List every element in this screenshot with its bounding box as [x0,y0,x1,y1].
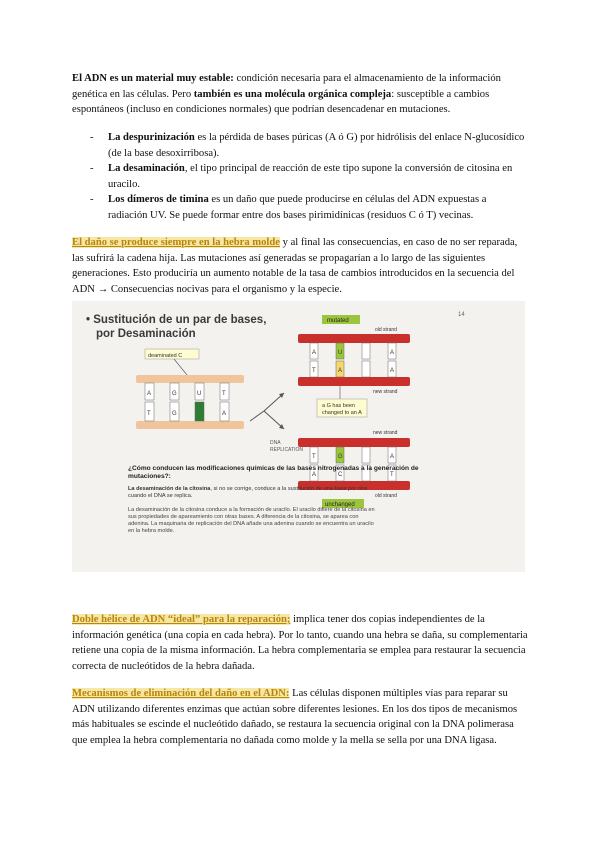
repair-mechanisms-paragraph [72,686,528,748]
replication-arrows [250,393,284,429]
figure-question-2: mutaciones?: [128,473,171,480]
figure-question-1: ¿Cómo conducen las modificaciones químicas de las bases nitrogenadas a la generación de [128,465,419,472]
rb-base-5: C [338,472,343,478]
list-item-title: Los dímeros de timina [108,194,209,206]
figure-page-number: 14 [458,312,465,318]
mutated-label: mutated [327,318,349,324]
figure-answer-1: La desaminación de la citosina, si no se corrige, conduce a la sustitución de una base por otra [128,486,368,492]
left-base-pairs [145,383,229,421]
list-item-title: La desaminación [108,163,185,175]
list-item-text: es la pérdida de bases púricas (A ó G) por hidrólisis del enlace N-glucosídico (de la base desoxirribosa). [108,132,525,159]
damage-highlight: El daño se produce siempre en la hebra molde [72,237,280,248]
repair-mechanisms-highlight: Mecanismos de eliminación del daño en el ADN: [72,688,290,699]
figure-answer-2d: en la hebra molde. [128,528,175,534]
rt-base-5: A [338,368,343,374]
left-base-1: A [147,391,152,397]
list-item-text: es un daño que puede producirse en células del ADN expuestas a radiación UV. Se puede formar entre dos bases pirimidínicas (residuos C ó T) vecinas. [108,194,487,221]
new-strand-top-label: new strand [373,389,398,395]
left-top-strand [136,375,244,383]
rb-base-3: A [390,454,395,460]
figure-answer-2c: adenina. La maquinaria de replicación del DNA añade una adenina cuando se encuentra un uracilo [128,521,374,527]
right-bottom-new-strand [298,438,410,447]
deaminated-pointer [174,359,187,375]
intro-paragraph [72,71,528,118]
rt-base-6: A [390,368,395,374]
intro-bold-1: El ADN es un material muy estable: [72,73,234,84]
figure-answer-1b: cuando el DNA se replica. [128,493,193,499]
left-base-3: U [197,391,202,397]
figure-answer-2b: sus propiedades de apareamiento con otras bases. A diferencia de la citosina, se aparea con [128,514,359,520]
old-strand-bottom-label: old strand [375,493,397,499]
list-item: - La despurinización es la pérdida de bases púricas (A ó G) por hidrólisis del enlace N-glucosídico (de la base desoxirribosa). [90,132,525,159]
left-base-4: T [222,391,226,397]
left-base-2: G [172,391,177,397]
dna-label: DNA [270,440,281,446]
rt-base-2: U [338,350,343,356]
rt-base-4: T [312,368,316,374]
damage-types-list [72,130,528,224]
right-top-old-strand [298,334,410,343]
figure-answer-2a: La desaminación de la citosina conduce a la formación de uracilo. El uracilo difiere de la citosina en [128,507,375,513]
rb-base-2: G [338,454,343,460]
deamination-diagram [72,301,525,572]
deamination-figure [72,301,525,572]
rb-base-4: A [312,472,317,478]
list-item: - La desaminación, el tipo principal de reacción de este tipo supone la conversión de citosina en uracilo. [90,163,513,190]
list-item-text: , el tipo principal de reacción de este tipo supone la conversión de citosina en uracilo. [108,163,513,190]
left-base-6: G [172,411,177,417]
changed-label-2: changed to an A [322,410,362,416]
replication-label: REPLICATION [270,447,303,453]
rb-base-6: T [390,472,394,478]
right-top-base-pairs [310,343,396,377]
left-bottom-strand [136,421,244,429]
damage-paragraph [72,235,528,297]
right-bottom-base-pairs [310,447,396,481]
double-helix-highlight: Doble hélice de ADN “ideal” para la reparación; [72,614,291,625]
changed-label-1: a G has been [322,403,356,409]
figure-title-2: por Desaminación [96,328,196,340]
rt-base-3: A [390,350,395,356]
rb-base-1: T [312,454,316,460]
new-strand-bottom-label: new strand [373,430,398,436]
unchanged-label: unchanged [325,502,355,508]
left-base-7: A [222,411,227,417]
intro-text-2: : susceptible a cambios espontáneos (incluso en condiciones normales) que podrían desencadenar en mutaciones. [72,88,490,116]
right-top-new-strand [298,377,410,386]
rt-base-1: A [312,350,317,356]
intro-bold-2: también es una molécula orgánica compleja [193,88,392,100]
list-item-title: La despurinización [108,132,195,143]
figure-title-1: • Sustitución de un par de bases, [86,314,267,326]
list-item: - Los dímeros de timina es un daño que puede producirse en células del ADN expuestas a radiación UV. Se puede formar entre dos bases pirimidínicas (residuos C ó T) vecinas. [90,194,487,221]
intro-text-1: condición necesaria para el almacenamiento de la información genética en las células. Pero [72,73,501,100]
double-helix-text: implica tener dos copias independientes de la información genética (una copia en cada hebra). Por lo tanto, cuando una hebra se daña, su complementaria retiene una copia de la misma información. La hebra complementaria se emplea para restaurar la secuencia correcta de nucleótidos de la hebra dañada. [72,614,528,672]
left-base-5: T [147,411,151,417]
old-strand-top-label: old strand [375,327,397,333]
double-helix-paragraph [72,612,528,674]
repair-mechanisms-text: Las células disponen múltiples vías para reparar su ADN utilizando diferentes enzimas que actúan sobre diferentes lesiones. En los dos tipos de mecanismos más habituales se escinde el nucleótido dañado, se restaura la secuencia original con la DNA polimerasa que emplea la hebra complementaria no dañada como molde y la mella se sella por una DNA ligasa. [72,688,518,746]
damage-text: y al final las consecuencias, en caso de no ser reparada, las sufrirá la cadena hija. Las mutaciones así generadas se propagarían a lo largo de las siguientes generaciones. Esto produciría un aumento notable de la tasa de cambios introducidos en la secuencia del ADN → Consecuencias nocivas para el organismo y la especie. [72,237,518,295]
deaminated-label: deaminated C [148,353,183,359]
